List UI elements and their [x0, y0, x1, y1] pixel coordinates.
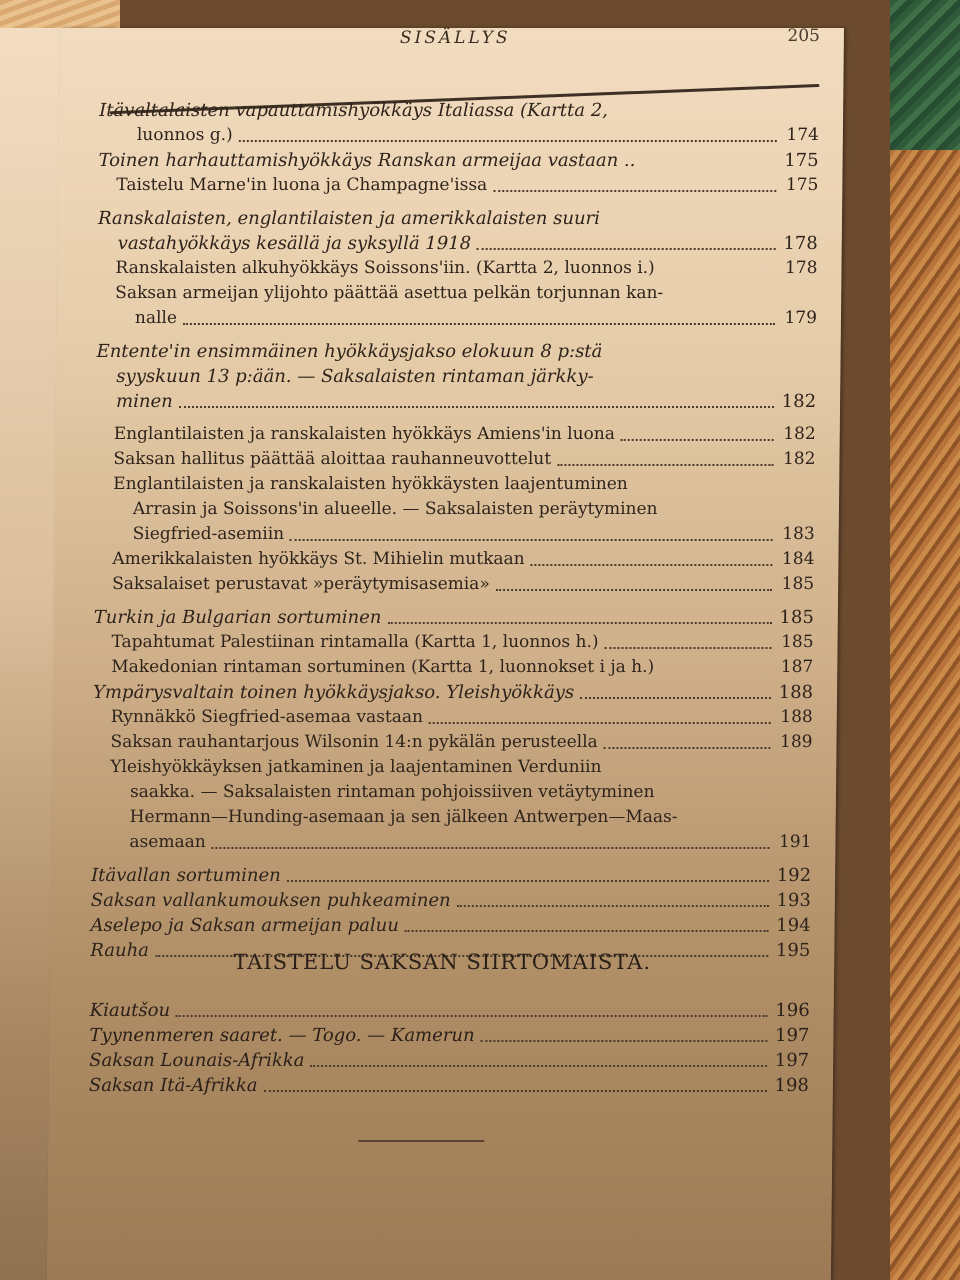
dot-leader — [557, 464, 773, 466]
toc-entry-title: vastahyökkäys kesällä ja syksyllä 1918 — [117, 233, 472, 254]
toc-entry — [91, 830, 811, 855]
page-header — [400, 28, 820, 52]
toc-entry-title: Tapahtumat Palestiinan rintamalla (Kartta 1, luonnos h.) — [111, 632, 599, 652]
dot-leader — [387, 622, 771, 624]
dot-leader — [176, 1015, 768, 1017]
toc-entry-title: minen — [115, 391, 173, 412]
toc-entry — [94, 605, 814, 630]
page-number: 205 — [787, 26, 821, 46]
dot-leader — [287, 880, 769, 882]
toc-entry — [89, 1023, 809, 1048]
toc-entry-title: Saksalaiset perustavat »peräytymisasemia» — [112, 574, 490, 594]
toc-entry — [91, 888, 811, 913]
toc-heading-line: syyskuun 13 p:ään. — Saksalaisten rintaman järkky- — [116, 366, 594, 387]
toc-entry-page: 178 — [784, 258, 818, 278]
dot-leader — [239, 140, 777, 142]
toc-entry-title: Tyynenmeren saaret. — Togo. — Kamerun — [89, 1025, 475, 1046]
toc-entry-title: Aselepo ja Saksan armeijan paluu — [90, 915, 400, 936]
table-of-contents — [90, 98, 819, 963]
toc-entry — [94, 547, 814, 572]
toc-entry-page: 185 — [779, 607, 814, 628]
dot-leader — [621, 439, 774, 441]
toc-entry — [91, 863, 811, 888]
toc-entry-title: Saksan hallitus päättää aloittaa rauhanneuvottelut — [113, 449, 552, 469]
toc-entry-title: Saksan rauhantarjous Wilsonin 14:n pykälän perusteella — [110, 732, 598, 752]
toc-entry-title: Turkin ja Bulgarian sortuminen — [93, 607, 382, 628]
dot-leader — [457, 905, 769, 907]
dot-leader — [183, 323, 775, 325]
dot-leader — [477, 248, 776, 250]
toc-entry — [97, 256, 817, 281]
toc-entry-title: Ympärysvaltain toinen hyökkäysjakso. Yleishyökkäys — [92, 682, 575, 703]
toc-entry — [90, 913, 810, 938]
toc-entry-page: 174 — [786, 125, 819, 145]
toc-entry-title: nalle — [134, 308, 178, 328]
toc-entry — [93, 705, 813, 730]
dot-leader — [212, 847, 770, 849]
toc-entry-title: Itävallan sortuminen — [91, 865, 281, 886]
dot-leader — [481, 1040, 768, 1042]
toc-entry-page: 195 — [775, 940, 811, 961]
toc-entry — [93, 680, 813, 705]
toc-entry-title: Toinen harhauttamishyökkäys Ranskan armeijaa vastaan .. — [98, 150, 636, 171]
toc-entry-title: Rynnäkkö Siegfried-asemaa vastaan — [110, 707, 424, 727]
toc-text-line: Hermann—Hunding-asemaan ja sen jälkeen Antwerpen—Maas- — [129, 807, 678, 827]
toc-entry-page: 182 — [781, 391, 817, 412]
toc-entry-title: Siegfried-asemiin — [132, 524, 285, 544]
dot-leader — [179, 406, 774, 408]
toc-entry-title: Saksan Itä-Afrikka — [88, 1075, 258, 1096]
toc-entry — [98, 173, 818, 198]
toc-entry — [89, 1048, 809, 1073]
dot-leader — [496, 589, 772, 591]
toc-entry-page: 197 — [774, 1025, 810, 1046]
toc-entry-page: 182 — [782, 449, 816, 469]
toc-entry — [98, 148, 818, 173]
toc-entry — [95, 522, 815, 547]
toc-entry — [97, 306, 817, 331]
toc-heading-line: Itävaltalaisten vapauttamishyökkäys Italiassa (Kartta 2, — [99, 100, 609, 121]
background-green-fabric — [890, 0, 960, 170]
toc-entry-page: 188 — [778, 682, 814, 703]
toc-entry-page: 193 — [776, 890, 811, 911]
end-rule — [358, 1140, 484, 1142]
toc-entry-page: 189 — [779, 732, 813, 752]
toc-entry-page: 183 — [782, 524, 815, 544]
section-contents — [89, 998, 810, 1098]
toc-text-line: Yleishyökkäyksen jatkaminen ja laajentaminen Verduniin — [110, 757, 602, 777]
toc-entry — [93, 655, 813, 680]
toc-entry-page: 194 — [776, 915, 811, 936]
toc-entry-page: 188 — [780, 707, 813, 727]
toc-entry — [98, 231, 818, 256]
background-orange-fabric — [890, 150, 960, 1280]
toc-entry-title: luonnos g.) — [136, 125, 233, 145]
toc-entry — [93, 630, 813, 655]
dot-leader — [290, 539, 773, 541]
dot-leader — [264, 1090, 767, 1092]
toc-entry-title: Kiautšou — [89, 1000, 171, 1021]
toc-entry-page: 182 — [783, 424, 816, 444]
toc-entry — [96, 422, 816, 447]
toc-entry — [90, 998, 810, 1023]
toc-entry — [94, 572, 814, 597]
toc-entry — [95, 447, 815, 472]
toc-text-line: saakka. — Saksalaisten rintaman pohjoissiiven vetäytyminen — [129, 782, 655, 802]
toc-entry-title: Ranskalaisten alkuhyökkäys Soissons'iin. (Kartta 2, luonnos i.) — [115, 258, 655, 278]
toc-entry-title: asemaan — [129, 832, 206, 852]
dot-leader — [405, 930, 769, 932]
toc-entry-page: 175 — [784, 150, 819, 171]
toc-entry — [89, 1073, 809, 1098]
toc-entry — [99, 123, 819, 148]
toc-entry-page: 192 — [776, 865, 812, 886]
dot-leader — [429, 722, 771, 724]
dot-leader — [531, 564, 773, 566]
toc-entry-title: Taistelu Marne'in luona ja Champagne'issa — [116, 175, 488, 195]
dot-leader — [310, 1065, 767, 1067]
toc-entry-page: 184 — [781, 549, 815, 569]
toc-entry-title: Rauha — [90, 940, 150, 961]
toc-text-line: Arrasin ja Soissons'in alueelle. — Saksalaisten peräytyminen — [132, 499, 658, 519]
toc-entry-page: 178 — [783, 233, 818, 254]
toc-entry-title: Englantilaisten ja ranskalaisten hyökkäys Amiens'in luona — [113, 424, 616, 444]
dot-leader — [493, 190, 776, 192]
toc-entry-title: Makedonian rintaman sortuminen (Kartta 1, luonnokset i ja h.) — [111, 657, 655, 677]
toc-entry — [96, 389, 816, 414]
section-heading: TAISTELU SAKSAN SIIRTOMAISTA. — [233, 950, 652, 974]
toc-entry-page: 197 — [774, 1050, 810, 1071]
toc-entry — [92, 730, 812, 755]
toc-text-line: Saksan armeijan ylijohto päättää asettua pelkän torjunnan kan- — [115, 283, 664, 303]
toc-entry-page: 175 — [785, 175, 819, 195]
toc-entry-title: Amerikkalaisten hyökkäys St. Mihielin mutkaan — [112, 549, 525, 569]
toc-entry-page: 185 — [781, 574, 815, 594]
toc-entry-page: 198 — [774, 1075, 810, 1096]
dot-leader — [580, 697, 771, 699]
toc-entry-page: 187 — [780, 657, 814, 677]
toc-entry-title: Saksan vallankumouksen puhkeaminen — [90, 890, 451, 911]
toc-entry-page: 185 — [781, 632, 814, 652]
toc-entry-title: Saksan Lounais-Afrikka — [89, 1050, 305, 1071]
dot-leader — [604, 647, 771, 649]
toc-entry-page: 191 — [778, 832, 812, 852]
running-title: SISÄLLYS — [399, 28, 511, 48]
toc-entry-page: 179 — [784, 308, 818, 328]
toc-entry-page: 196 — [775, 1000, 810, 1021]
book-page — [47, 28, 844, 1280]
toc-heading-line: Ranskalaisten, englantilaisten ja amerikkalaisten suuri — [97, 208, 601, 229]
dot-leader — [604, 747, 771, 749]
toc-text-line: Englantilaisten ja ranskalaisten hyökkäysten laajentuminen — [113, 474, 628, 494]
toc-heading-line: Entente'in ensimmäinen hyökkäysjakso elokuun 8 p:stä — [96, 341, 603, 362]
